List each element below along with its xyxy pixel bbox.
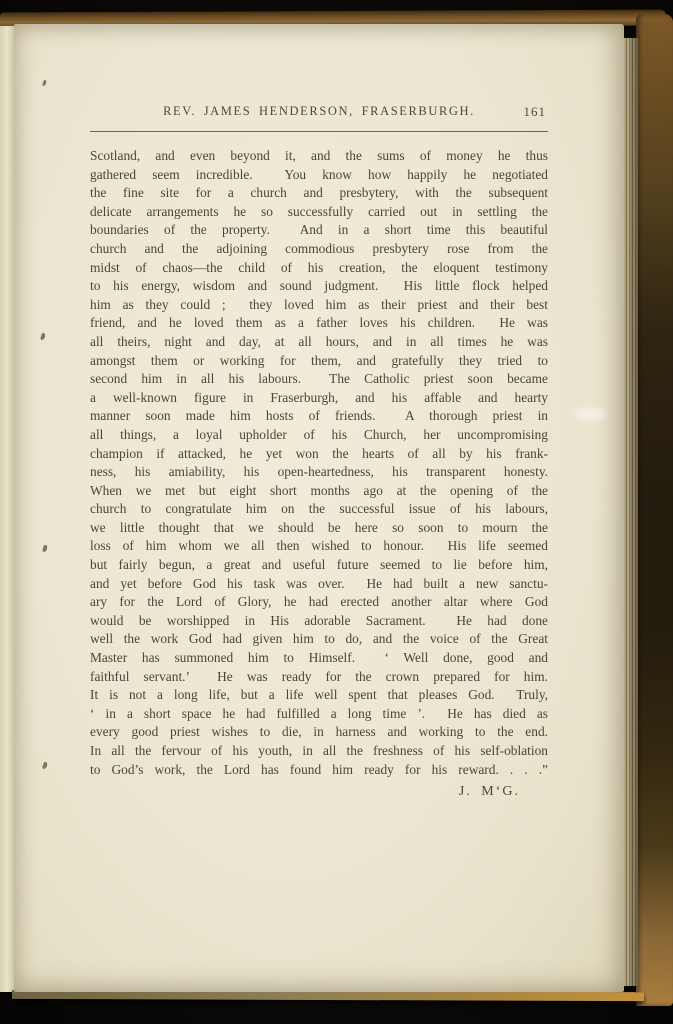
text-line: but fairly begun, a great and useful future seemed to lie before him, — [90, 557, 548, 573]
page-content — [90, 24, 548, 992]
text-line: to his energy, wisdom and sound judgment. His little flock helped — [90, 278, 548, 294]
text-line: loss of him whom we all then wished to honour. His life seemed — [90, 538, 548, 554]
binding-mark — [42, 762, 48, 770]
text-line: amongst them or working for them, and gratefully they tried to — [90, 352, 548, 368]
running-header — [90, 104, 548, 121]
binding-mark — [42, 80, 47, 87]
text-line: every good priest wishes to die, in harness and working to the end. — [90, 724, 548, 740]
text-line: well the work God had given him to do, and the voice of the Great — [90, 631, 548, 647]
text-line: When we met but eight short months ago at the opening of the — [90, 482, 548, 498]
text-line: midst of chaos—the child of his creation, the eloquent testimony — [90, 259, 548, 275]
text-line: Scotland, and even beyond it, and the sums of money he thus — [90, 148, 548, 163]
text-line: friend, and he loved them as a father loves his children. He was — [90, 315, 548, 331]
text-line: delicate arrangements he so successfully carried out in settling the — [90, 203, 548, 219]
text-line: him as they could ; they loved him as their priest and their best — [90, 296, 548, 312]
header-rule — [90, 131, 548, 132]
text-line: to God’s work, the Lord has found him ready for his reward. . . .” — [90, 761, 548, 777]
text-line: a well-known figure in Fraserburgh, and his affable and hearty — [90, 389, 548, 405]
running-header-title: REV. JAMES HENDERSON, FRASERBURGH. — [163, 104, 475, 118]
text-line: ness, his amiability, his open-heartedness, his transparent honesty. — [90, 464, 548, 480]
page-number: 161 — [523, 104, 546, 119]
text-line: second him in all his labours. The Catholic priest soon became — [90, 371, 548, 387]
text-line: church to congratulate him on the successful issue of his labours, — [90, 501, 548, 517]
text-line: faithful servant.’ He was ready for the crown prepared for him. — [90, 668, 548, 684]
text-line: all things, a loyal upholder of his Church, her uncompromising — [90, 426, 548, 442]
text-line: ary for the Lord of Glory, he had erected another altar where God — [90, 594, 548, 610]
book-cover-right — [636, 14, 673, 1006]
binding-mark — [42, 545, 48, 553]
text-line: In all the fervour of his youth, in all the freshness of his self-oblation — [90, 743, 548, 758]
scan-smudge — [574, 407, 606, 421]
text-line: church and the adjoining commodious presbytery rose from the — [90, 240, 548, 256]
body-text — [90, 147, 548, 779]
signature: J. M‘G. — [458, 784, 520, 799]
text-line: would be worshipped in His adorable Sacrament. He had done — [90, 612, 548, 628]
text-line: the fine site for a church and presbytery, with the subsequent — [90, 185, 548, 201]
text-line: gathered seem incredible. You know how happily he negotiated — [90, 166, 548, 182]
text-line: ‘ in a short space he had fulfilled a long time ’. He has died as — [90, 705, 548, 721]
book-page — [14, 24, 624, 992]
text-line: boundaries of the property. And in a short time this beautiful — [90, 222, 548, 238]
text-line: all theirs, night and day, at all hours, and in all times he was — [90, 333, 548, 349]
text-line: and yet before God his task was over. He had built a new sanctu- — [90, 575, 548, 591]
text-line: we little thought that we should be here so soon to mourn the — [90, 519, 548, 535]
binding-mark — [40, 333, 46, 341]
text-line: champion if attacked, he yet won the hearts of all by his frank- — [90, 445, 548, 461]
text-line: It is not a long life, but a life well spent that pleases God. Truly, — [90, 687, 548, 703]
text-line: manner soon made him hosts of friends. A thorough priest in — [90, 408, 548, 424]
text-line: Master has summoned him to Himself. ‘ Well done, good and — [90, 650, 548, 666]
